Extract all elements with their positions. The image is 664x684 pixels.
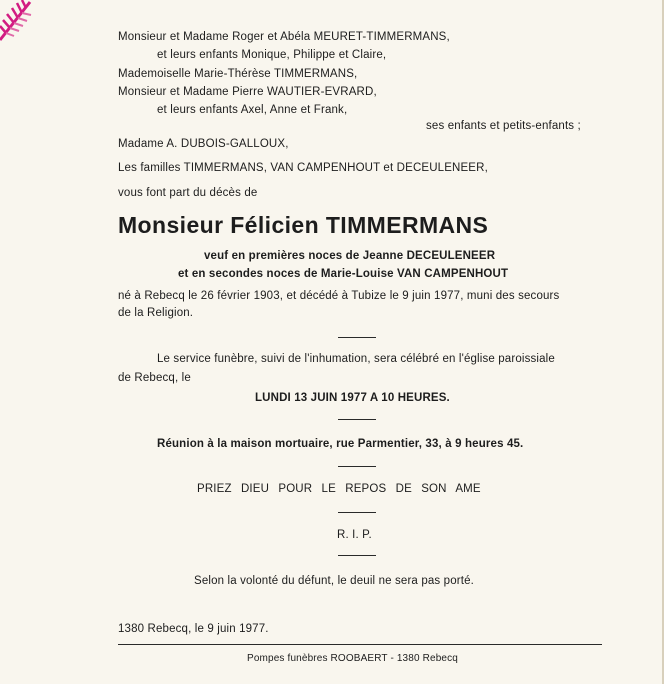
bio-line-2: de la Religion. <box>118 307 194 319</box>
relation-text: ses enfants et petits-enfants ; <box>426 120 581 132</box>
separator <box>338 466 376 467</box>
service-line-2: de Rebecq, le <box>118 372 191 384</box>
family-line-2: et leurs enfants Monique, Philippe et Claire, <box>157 49 387 61</box>
widow-line-1: veuf en premières noces de Jeanne DECEULENEER <box>204 250 496 262</box>
service-line-1: Le service funèbre, suivi de l'inhumation, sera célébré en l'église paroissiale <box>157 353 555 365</box>
widow-line-2: et en secondes noces de Marie-Louise VAN CAMPENHOUT <box>178 268 509 280</box>
family-line-5: et leurs enfants Axel, Anne et Frank, <box>157 104 348 116</box>
bio-line-1: né à Rebecq le 26 février 1903, et décédé à Tubize le 9 juin 1977, muni des secours <box>118 290 560 302</box>
family-line-4: Monsieur et Madame Pierre WAUTIER-EVRARD, <box>118 86 377 98</box>
palm-branch-icon <box>0 0 42 46</box>
rip-text: R. I. P. <box>337 529 372 541</box>
family-line-3: Mademoiselle Marie-Thérèse TIMMERMANS, <box>118 68 358 80</box>
announce-text: vous font part du décès de <box>118 187 258 199</box>
wish-text: Selon la volonté du défunt, le deuil ne sera pas porté. <box>194 575 474 587</box>
deceased-name: Monsieur Félicien TIMMERMANS <box>118 212 489 238</box>
footer-rule <box>118 644 602 645</box>
separator <box>338 512 376 513</box>
reunion-text: Réunion à la maison mortuaire, rue Parmentier, 33, à 9 heures 45. <box>157 438 524 450</box>
service-datetime: LUNDI 13 JUIN 1977 A 10 HEURES. <box>255 392 450 404</box>
family-line-6: Madame A. DUBOIS-GALLOUX, <box>118 138 289 150</box>
place-date: 1380 Rebecq, le 9 juin 1977. <box>118 623 269 635</box>
prayer-text: PRIEZ DIEU POUR LE REPOS DE SON AME <box>197 483 481 495</box>
separator <box>338 419 376 420</box>
separator <box>338 555 376 556</box>
printer-footer: Pompes funèbres ROOBAERT - 1380 Rebecq <box>247 653 458 664</box>
family-line-1: Monsieur et Madame Roger et Abéla MEURET-TIMMERMANS, <box>118 31 450 43</box>
separator <box>338 337 376 338</box>
family-line-7: Les familles TIMMERMANS, VAN CAMPENHOUT et DECEULENEER, <box>118 162 488 174</box>
